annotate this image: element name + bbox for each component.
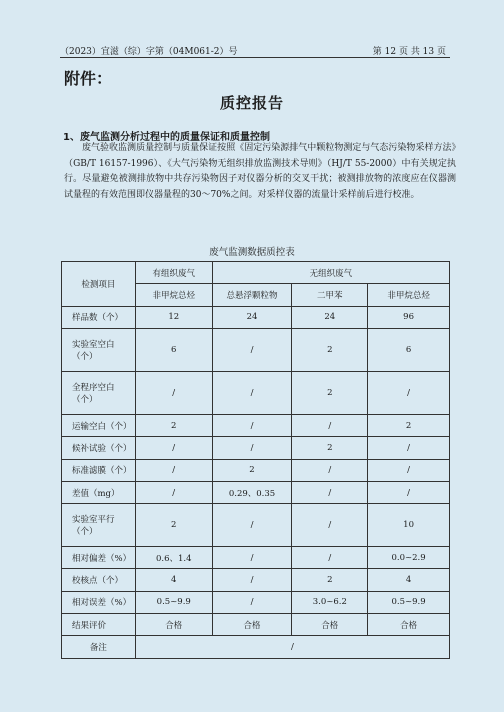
section-heading: 1、废气监测分析过程中的质量保证和质量控制 — [63, 132, 270, 143]
table-cell: 2 — [292, 371, 368, 414]
table-cell: / — [292, 504, 368, 547]
table-cell: / — [292, 481, 368, 503]
table-cell: / — [212, 569, 292, 591]
row-label: 实验室空白（个） — [62, 328, 136, 371]
table-cell: 24 — [292, 306, 368, 328]
page-info: 第 12 页 共 13 页 — [372, 47, 446, 57]
table-cell: 合格 — [368, 614, 450, 636]
table-cell: / — [292, 414, 368, 436]
table-cell: 合格 — [212, 614, 292, 636]
qc-table — [61, 261, 450, 659]
table-cell: / — [212, 414, 292, 436]
table-cell: / — [292, 547, 368, 569]
table-cell: / — [135, 371, 212, 414]
table-row — [62, 591, 450, 613]
table-row — [62, 459, 450, 481]
remarks-row — [62, 636, 450, 659]
row-label: 候补试验（个） — [62, 437, 136, 459]
column-header: 二甲苯 — [292, 284, 368, 306]
table-cell: 0.5~9.9 — [368, 591, 450, 613]
table-cell: / — [292, 459, 368, 481]
table-cell: / — [212, 591, 292, 613]
row-label: 样品数（个） — [62, 306, 136, 328]
table-header-row — [62, 262, 450, 284]
column-header: 非甲烷总烃 — [135, 284, 212, 306]
table-cell: 12 — [135, 306, 212, 328]
table-cell: / — [212, 371, 292, 414]
table-cell: 2 — [212, 459, 292, 481]
section-paragraph: 废气验收监测质量控制与质量保证按照《固定污染源排气中颗粒物测定与气态污染物采样方法》（GB/T 16157-1996）、《大气污染物无组织排放监测技术导则》（HJ/T 55-2000）中有关规定执行。尽量避免被测排放物中共存污染物因子对仪器分析的交叉干扰；被测排放物的浓度应在仪器测试量程的有效范围即仪器量程的30～70%之间。对采样仪器的流量计采样前后进行校准。 — [64, 143, 456, 200]
table-cell: 2 — [135, 504, 212, 547]
table-cell: 10 — [368, 504, 450, 547]
table-row — [62, 371, 450, 414]
table-cell: 0.0~2.9 — [368, 547, 450, 569]
remarks-label: 备注 — [62, 636, 136, 659]
row-label: 标准滤膜（个） — [62, 459, 136, 481]
table-cell: 2 — [292, 437, 368, 459]
column-header: 非甲烷总烃 — [368, 284, 450, 306]
table-cell: 4 — [368, 569, 450, 591]
table-cell: 96 — [368, 306, 450, 328]
page-header — [60, 44, 446, 57]
section-body — [64, 141, 456, 203]
table-cell: 合格 — [135, 614, 212, 636]
table-title: 废气监测数据质控表 — [209, 247, 295, 258]
table-cell: / — [368, 459, 450, 481]
table-cell: / — [212, 547, 292, 569]
row-label: 运输空白（个） — [62, 414, 136, 436]
table-row — [62, 569, 450, 591]
table-row — [62, 306, 450, 328]
table-cell: 6 — [135, 328, 212, 371]
table-cell: / — [368, 437, 450, 459]
table-cell: 3.0~6.2 — [292, 591, 368, 613]
table-cell: / — [135, 437, 212, 459]
table-cell: 2 — [368, 414, 450, 436]
row-label: 全程序空白（个） — [62, 371, 136, 414]
table-cell: 0.29、0.35 — [212, 481, 292, 503]
appendix-label: 附件： — [64, 69, 113, 88]
table-row — [62, 414, 450, 436]
table-cell: / — [135, 459, 212, 481]
table-row — [62, 614, 450, 636]
document-number: （2023）宜滋（综）字第（04M061-2）号 — [60, 47, 238, 57]
table-cell: / — [212, 328, 292, 371]
header-group-organized: 有组织废气 — [135, 262, 212, 284]
table-row — [62, 328, 450, 371]
table-cell: 0.6、1.4 — [135, 547, 212, 569]
table-row — [62, 504, 450, 547]
table-row — [62, 437, 450, 459]
table-cell: 2 — [135, 414, 212, 436]
table-row — [62, 481, 450, 503]
header-divider — [60, 57, 450, 58]
table-cell: / — [212, 437, 292, 459]
table-cell: 24 — [212, 306, 292, 328]
row-label: 差值（mg） — [62, 481, 136, 503]
row-label: 相对误差（%） — [62, 591, 136, 613]
table-cell: 6 — [368, 328, 450, 371]
table-cell: / — [368, 371, 450, 414]
header-group-unorganized: 无组织废气 — [212, 262, 449, 284]
row-label: 相对偏差（%） — [62, 547, 136, 569]
table-cell: 0.5~9.9 — [135, 591, 212, 613]
table-cell: / — [135, 481, 212, 503]
table-cell: / — [212, 504, 292, 547]
table-cell: 2 — [292, 569, 368, 591]
table-row — [62, 547, 450, 569]
remarks-value: / — [135, 636, 449, 659]
table-cell: 合格 — [292, 614, 368, 636]
table-cell: 4 — [135, 569, 212, 591]
row-label: 实验室平行（个） — [62, 504, 136, 547]
page-title: 质控报告 — [219, 94, 284, 112]
column-header: 总悬浮颗粒物 — [212, 284, 292, 306]
table-cell: / — [368, 481, 450, 503]
row-label: 结果评价 — [62, 614, 136, 636]
header-item: 检测项目 — [62, 262, 136, 307]
row-label: 校核点（个） — [62, 569, 136, 591]
table-cell: 2 — [292, 328, 368, 371]
